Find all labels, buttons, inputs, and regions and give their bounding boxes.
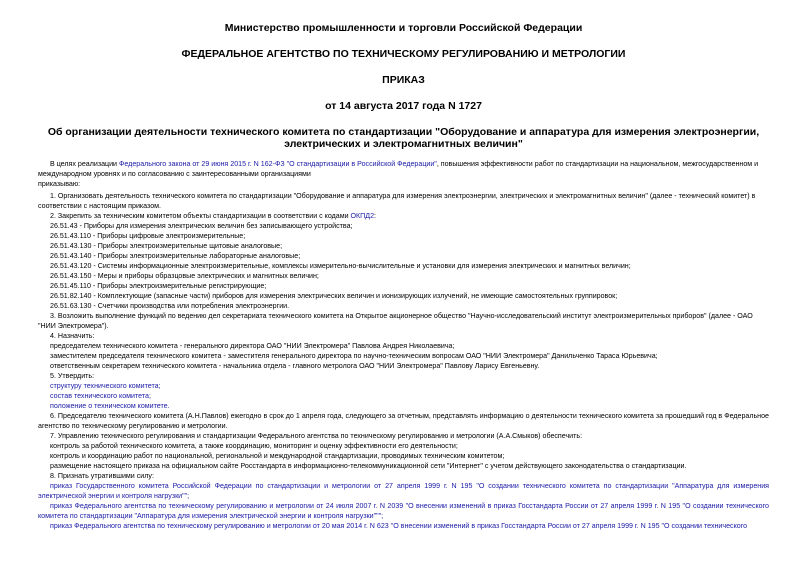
agency-name: ФЕДЕРАЛЬНОЕ АГЕНТСТВО ПО ТЕХНИЧЕСКОМУ РЕГУЛИРОВАНИЮ И МЕТРОЛОГИИ: [181, 48, 626, 60]
regulation-link[interactable]: положение о техническом комитете.: [50, 402, 170, 410]
code-item: 26.51.43.120 - Системы информационные электроизмерительные, комплексы измерительно-вычислительные и установки для измерения электрических и магнитных величин;: [50, 262, 631, 270]
duty-item: контроль и координацию работ по национальной, региональной и международной стандартизации, проводимых техническим комитетом;: [50, 452, 505, 460]
order-word: приказываю:: [38, 180, 81, 188]
document-title: Об организации деятельности технического комитета по стандартизации "Оборудование и аппаратура для измерения электроэнергии, электрических и электромагнитных величин": [47, 126, 760, 150]
paragraph-1: 1. Организовать деятельность технического комитета по стандартизации "Оборудование и аппаратура для измерения электроэнергии, электрических и электромагнитных величин" (далее - технический комитет) в соответствии с настоящим приказом.: [38, 192, 756, 210]
paragraph-7-heading: 7. Управлению технического регулирования и стандартизации Федерального агентства по техническому регулированию и метрологии (А.А.Смыков) обеспечить:: [50, 432, 583, 440]
document-date-number: от 14 августа 2017 года N 1727: [325, 100, 482, 112]
law-link[interactable]: Федерального закона от 29 июня 2015 г. N 162-ФЗ "О стандартизации в Российской Федерации": [119, 160, 437, 168]
appointment-item: председателем технического комитета - генерального директора ОАО "НИИ Электромера" Павлова Андрея Николаевича;: [50, 342, 455, 350]
code-item: 26.51.63.130 - Счетчики производства или потребления электроэнергии.: [50, 302, 290, 310]
paragraph-4-heading: 4. Назначить:: [50, 332, 95, 340]
document-type: ПРИКАЗ: [382, 74, 425, 86]
paragraph-2: [38, 211, 769, 221]
code-item: 26.51.82.140 - Комплектующие (запасные части) приборов для измерения электрических величин и ионизирующих излучений, не имеющие самостоятельных группировок;: [50, 292, 618, 300]
duty-item: размещение настоящего приказа на официальном сайте Росстандарта в информационно-телекоммуникационной сети "Интернет" с учетом действующего законодательства о стандартизации.: [50, 462, 687, 470]
intro-prefix: В целях реализации: [50, 160, 119, 168]
ministry-name: Министерство промышленности и торговли Российской Федерации: [224, 22, 583, 34]
paragraph-8-heading: 8. Признать утратившими силу:: [50, 472, 154, 480]
okpd2-link[interactable]: ОКПД2: [350, 212, 375, 220]
paragraph-5-heading: 5. Утвердить:: [50, 372, 95, 380]
paragraph-2-suffix: :: [374, 212, 377, 220]
code-item: 26.51.43.150 - Меры и приборы образцовые электрических и магнитных величин;: [50, 272, 319, 280]
paragraph-2-prefix: 2. Закрепить за техническим комитетом объекты стандартизации в соответствии с кодами: [50, 212, 351, 220]
code-item: 26.51.43.110 - Приборы цифровые электроизмерительные;: [50, 232, 246, 240]
code-item: 26.51.45.110 - Приборы электроизмерительные регистрирующие;: [50, 282, 267, 290]
code-item: 26.51.43 - Приборы для измерения электрических величин без записывающего устройства;: [50, 222, 353, 230]
intro-suffix: , повышения эффективности работ по стандартизации на национальном, межгосударственном и международном уровнях и по согласованию с заинтересованными организациями: [38, 160, 759, 178]
appointment-item: заместителем председателя технического комитета - заместителя генерального директора по научно-техническим вопросам ОАО "НИИ Электромера" Данильченко Тараса Юрьевича;: [50, 352, 658, 360]
appointment-item: ответственным секретарем технического комитета - начальника отдела - главного метролога ОАО "НИИ Электромера" Павлову Ларису Евгеньевну.: [50, 362, 540, 370]
document-body: [38, 159, 769, 531]
paragraph-3: 3. Возложить выполнение функций по ведению дел секретариата технического комитета на Открытое акционерное общество "Научно-исследовательский институт электроизмерительных приборов" (далее - ОАО "НИИ Электромера").: [38, 312, 753, 330]
repealed-order-link[interactable]: приказ Федерального агентства по техническому регулированию и метрологии от 20 мая 2014 г. N 623 "О внесении изменений в приказ Госстандарта России от 27 апреля 1999 г. N 195 "О создании технического: [50, 522, 748, 530]
repealed-order-link[interactable]: приказ Государственного комитета Российской Федерации по стандартизации и метрологии от 27 апреля 1999 г. N 195 "О создании технического комитета по стандартизации "Аппаратура для измерения электрической энергии и контроля нагрузки"";: [38, 482, 769, 500]
duty-item: контроль за работой технического комитета, а также координацию, мониторинг и оценку эффективности его деятельности;: [50, 442, 458, 450]
code-item: 26.51.43.140 - Приборы электроизмерительные лабораторные аналоговые;: [50, 252, 301, 260]
repealed-order-link[interactable]: приказ Федерального агентства по техническому регулированию и метрологии от 24 июля 2007 г. N 2039 "О внесении изменений в приказ Госстандарта России от 27 апреля 1999 г. N 195 "О создании технического комитета по стандартизации "Аппаратура для измерения электрической энергии и контроля нагрузки""";: [38, 502, 769, 520]
paragraph-6: 6. Председателю технического комитета (А.Н.Павлов) ежегодно в срок до 1 апреля года, следующего за отчетным, представлять информацию о деятельности технического комитета за прошедший год в Федеральное агентство по техническому регулированию и метрологии.: [38, 412, 769, 430]
intro-paragraph: [38, 159, 769, 179]
code-item: 26.51.43.130 - Приборы электроизмерительные щитовые аналоговые;: [50, 242, 283, 250]
composition-link[interactable]: состав технического комитета;: [50, 392, 151, 400]
structure-link[interactable]: структуру технического комитета;: [50, 382, 161, 390]
